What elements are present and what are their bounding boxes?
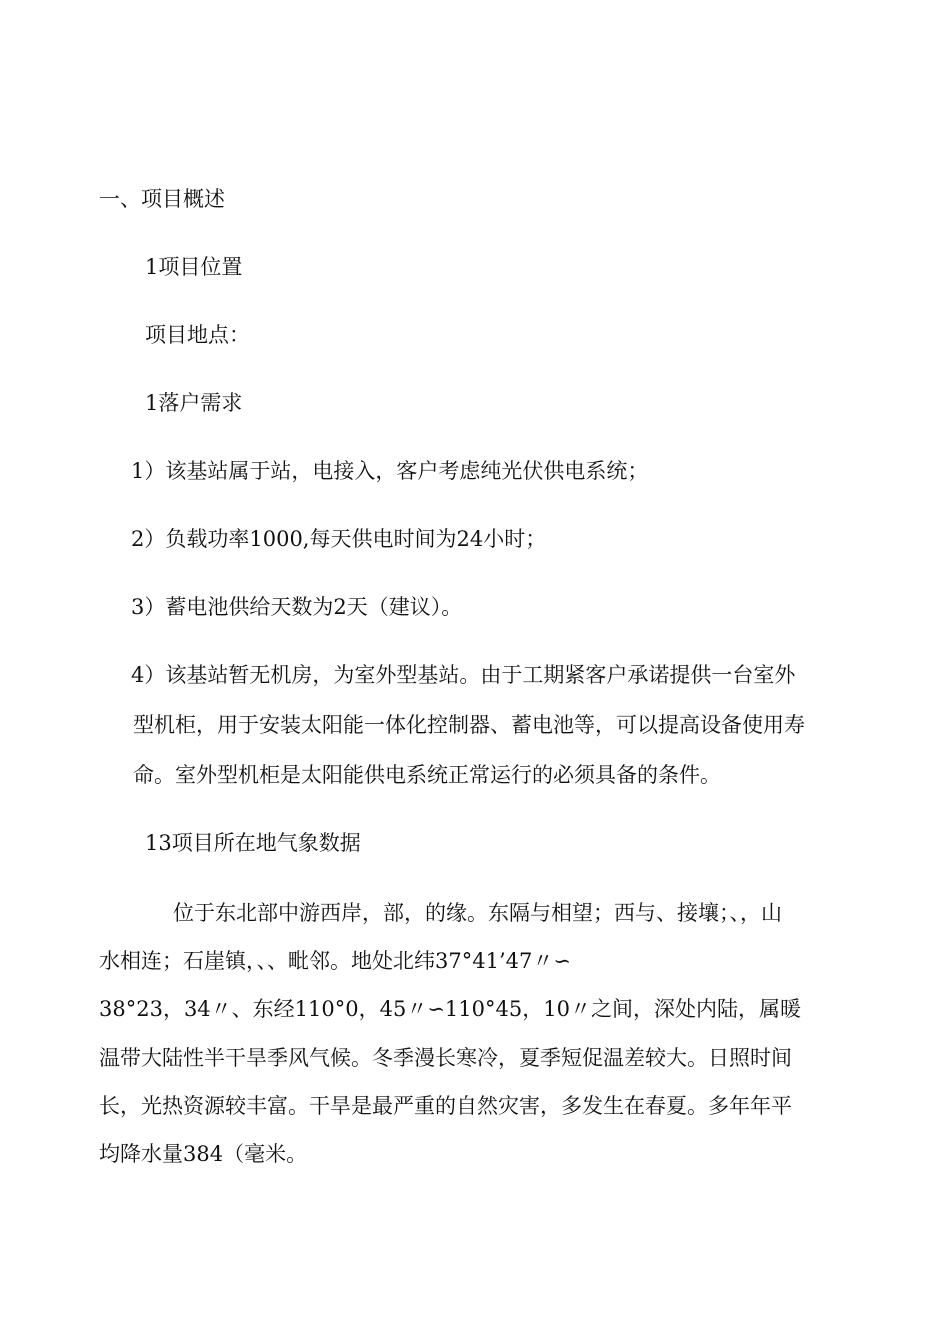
requirement-item-4-line: 型机柜，用于安装太阳能一体化控制器、蓄电池等，可以提高设备使用寿 <box>133 713 805 737</box>
requirement-item-3: 3）蓄电池供给天数为2天（建议）。 <box>131 595 463 619</box>
requirement-item-2: 2）负载功率1000,每天供电时间为24小时； <box>131 527 547 551</box>
location-label: 项目地点： <box>145 323 250 347</box>
subsection-title-location: 1项目位置 <box>145 255 243 279</box>
climate-line: 温带大陆性半干旱季风气候。冬季漫长寒冷，夏季短促温差较大。日照时间 <box>99 1046 792 1070</box>
section-heading: 一、项目概述 <box>99 187 225 211</box>
subsection-title-requirements: 1落户需求 <box>145 391 243 415</box>
requirement-item-4-line: 4）该基站暂无机房，为室外型基站。由于工期紧客户承诺提供一台室外 <box>131 663 796 687</box>
subsection-title-climate: 13项目所在地气象数据 <box>145 831 361 855</box>
climate-line: 长，光热资源较丰富。干旱是最严重的自然灾害，多发生在春夏。多年年平 <box>99 1094 792 1118</box>
climate-line: 位于东北部中游西岸，部，的缘。东隔与相望；西与、接壤；、，山 <box>173 901 782 925</box>
requirement-item-4-line: 命。室外型机柜是太阳能供电系统正常运行的必须具备的条件。 <box>133 763 721 787</box>
climate-line: 水相连；石崖镇，、、毗邻。地处北纬37°41’47〃∽ <box>99 949 571 973</box>
climate-line: 均降水量384（毫米。 <box>99 1142 308 1166</box>
requirement-item-1: 1）该基站属于站，电接入，客户考虑纯光伏供电系统； <box>131 459 649 483</box>
climate-line: 38°23，34〃、东经110°0，45〃∽110°45，10〃之间，深处内陆，属暖 <box>99 997 801 1021</box>
